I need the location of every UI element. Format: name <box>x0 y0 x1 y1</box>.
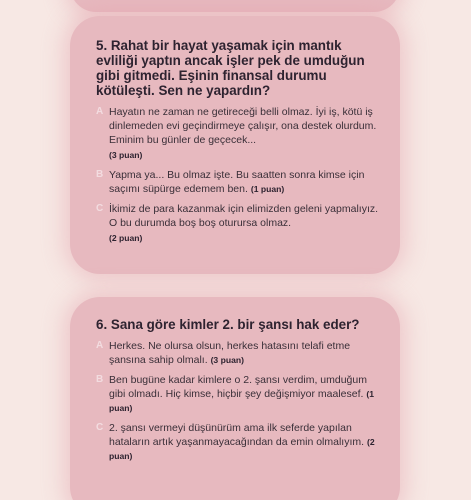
question-6-option-b[interactable] <box>96 373 382 415</box>
question-card-6 <box>70 297 400 500</box>
question-card-5 <box>70 16 400 274</box>
option-points: (1 puan) <box>250 184 285 194</box>
question-6-option-c[interactable] <box>96 421 382 463</box>
option-text: Herkes. Ne olursa olsun, herkes hatasını telafi etme şansına sahip olmalı. <box>109 340 351 366</box>
option-points: (2 puan) <box>109 437 375 461</box>
option-points: (3 puan) <box>210 355 244 365</box>
option-points: (1 puan) <box>109 389 374 413</box>
question-5-option-b[interactable] <box>96 168 382 196</box>
option-text: Hayatın ne zaman ne getireceği belli olmaz. İyi iş, kötü iş dinlemeden evi geçindirmeye çalışır, ona destek olurdum. Eminim bu günler de geçecek... <box>109 106 377 146</box>
option-letter-c: C <box>96 203 104 214</box>
option-text: Yapma ya... Bu olmaz işte. Bu saatten sonra kimse için saçımı süpürge edemem ben. <box>109 169 365 195</box>
option-letter-a: A <box>96 106 104 117</box>
option-text: Ben bugüne kadar kimlere o 2. şansı verdim, umduğum gibi olmadı. Hiç kimse, hiçbir şey değişmiyor maalesef. <box>109 374 367 400</box>
previous-question-card <box>70 0 400 12</box>
option-letter-a: A <box>96 340 104 351</box>
option-points: (2 puan) <box>109 233 143 243</box>
question-6-title: 6. Sana göre kimler 2. bir şansı hak eder? <box>96 317 360 332</box>
question-5-title: 5. Rahat bir hayat yaşamak için mantık evliliği yaptın ancak işler pek de umduğun gibi gitmedi. Eşinin finansal durumu kötüleşti. Sen ne yapardın? <box>96 38 365 98</box>
question-5-option-a[interactable] <box>96 105 382 162</box>
option-points: (3 puan) <box>109 150 143 160</box>
option-text: İkimiz de para kazanmak için elimizden geleni yapmalıyız. O bu durumda boş boş oturursa olmaz. <box>109 203 379 229</box>
option-letter-b: B <box>96 169 104 180</box>
option-letter-b: B <box>96 374 104 385</box>
option-text: 2. şansı vermeyi düşünürüm ama ilk seferde yapılan hataların artık yaşanmayacağından da emin olmalıyım. <box>109 422 367 448</box>
option-letter-c: C <box>96 422 104 433</box>
question-6-option-a[interactable] <box>96 339 382 367</box>
question-5-option-c[interactable] <box>96 202 382 245</box>
